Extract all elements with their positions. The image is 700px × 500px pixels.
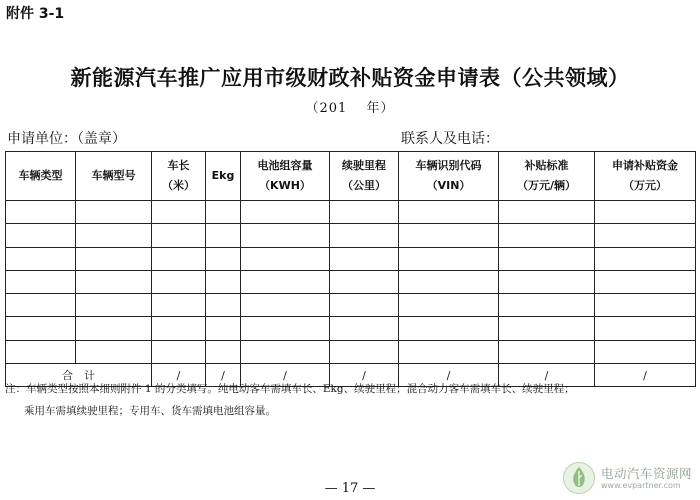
table-cell[interactable] (499, 270, 595, 293)
table-cell[interactable] (6, 340, 76, 363)
table-cell[interactable] (399, 270, 499, 293)
table-cell[interactable] (241, 340, 330, 363)
table-cell[interactable] (399, 247, 499, 270)
table-cell[interactable] (6, 247, 76, 270)
table-cell[interactable] (330, 317, 399, 340)
table-cell[interactable] (241, 270, 330, 293)
table-cell[interactable] (595, 317, 696, 340)
table-cell[interactable] (76, 247, 152, 270)
total-slash-cell: / (330, 364, 399, 387)
table-cell[interactable] (399, 201, 499, 224)
table-cell[interactable] (595, 247, 696, 270)
total-slash-cell: / (241, 364, 330, 387)
attachment-label: 附件 3-1 (6, 6, 65, 22)
table-cell[interactable] (152, 224, 206, 247)
table-row (6, 247, 696, 270)
table-cell[interactable] (152, 340, 206, 363)
table-cell[interactable] (499, 201, 595, 224)
footnote (5, 378, 697, 422)
header-subsidy-standard: 补贴标准 （万元/辆） (499, 152, 595, 201)
table-cell[interactable] (206, 317, 241, 340)
total-slash-cell: / (499, 364, 595, 387)
table-cell[interactable] (152, 201, 206, 224)
table-cell[interactable] (206, 224, 241, 247)
table-cell[interactable] (499, 224, 595, 247)
header-vehicle-model: 车辆型号 (76, 152, 152, 201)
table-cell[interactable] (330, 340, 399, 363)
table-cell[interactable] (399, 224, 499, 247)
table-cell[interactable] (499, 317, 595, 340)
leaf-drop-logo-icon (562, 461, 596, 495)
header-ekg: Ekg (206, 152, 241, 201)
watermark (562, 459, 698, 497)
table-cell[interactable] (499, 294, 595, 317)
table-cell[interactable] (206, 340, 241, 363)
table-cell[interactable] (152, 317, 206, 340)
table-cell[interactable] (241, 201, 330, 224)
table-cell[interactable] (399, 294, 499, 317)
header-vin: 车辆识别代码 （VIN） (399, 152, 499, 201)
table-cell[interactable] (6, 224, 76, 247)
header-battery-capacity: 电池组容量 （KWH） (241, 152, 330, 201)
applicant-label: 申请单位：（盖章） (7, 131, 126, 147)
table-cell[interactable] (6, 317, 76, 340)
table-row (6, 224, 696, 247)
table-row (6, 317, 696, 340)
table-cell[interactable] (330, 224, 399, 247)
table-cell[interactable] (241, 224, 330, 247)
table-cell[interactable] (595, 294, 696, 317)
table-cell[interactable] (206, 294, 241, 317)
header-vehicle-length: 车长 （米） (152, 152, 206, 201)
table-cell[interactable] (330, 294, 399, 317)
header-requested-funds: 申请补贴资金 （万元） (595, 152, 696, 201)
year-line: （201 年） (305, 101, 395, 116)
table-cell[interactable] (241, 247, 330, 270)
table-cell[interactable] (152, 270, 206, 293)
page-number: — 17 — (324, 481, 376, 496)
table-cell[interactable] (76, 201, 152, 224)
table-row (6, 340, 696, 363)
table-cell[interactable] (206, 201, 241, 224)
table-cell[interactable] (76, 224, 152, 247)
table-cell[interactable] (6, 201, 76, 224)
table-cell[interactable] (206, 270, 241, 293)
table-row (6, 294, 696, 317)
form-title: 新能源汽车推广应用市级财政补贴资金申请表（公共领域） (70, 66, 630, 90)
table-cell[interactable] (595, 270, 696, 293)
header-driving-range: 续驶里程 （公里） (330, 152, 399, 201)
table-cell[interactable] (76, 317, 152, 340)
total-slash-cell: / (399, 364, 499, 387)
table-cell[interactable] (241, 317, 330, 340)
header-vehicle-type: 车辆类型 (6, 152, 76, 201)
total-slash-cell: / (152, 364, 206, 387)
table-cell[interactable] (595, 201, 696, 224)
total-slash-cell: / (206, 364, 241, 387)
table-cell[interactable] (76, 294, 152, 317)
footnote-line: 注：车辆类型按照本细则附件 1 的分类填写。纯电动客车需填车长、Ekg、续驶里程；混合动力客车需填车长、续驶里程； (5, 383, 575, 395)
table-cell[interactable] (76, 270, 152, 293)
table-cell[interactable] (330, 247, 399, 270)
watermark-name: 电动汽车资源网 (601, 466, 693, 481)
table-cell[interactable] (330, 270, 399, 293)
table-cell[interactable] (399, 340, 499, 363)
table-cell[interactable] (595, 340, 696, 363)
watermark-url: www.evpartner.com (601, 481, 681, 490)
table-cell[interactable] (241, 294, 330, 317)
footnote-line: 乘用车需填续驶里程；专用车、货车需填电池组容量。 (24, 405, 276, 417)
table-header-row (6, 152, 696, 201)
table-cell[interactable] (76, 340, 152, 363)
table-cell[interactable] (499, 340, 595, 363)
subsidy-application-table (5, 151, 696, 387)
table-row (6, 201, 696, 224)
table-cell[interactable] (499, 247, 595, 270)
table-cell[interactable] (6, 294, 76, 317)
table-cell[interactable] (206, 247, 241, 270)
table-cell[interactable] (152, 294, 206, 317)
total-requested-funds-cell[interactable]: / (595, 364, 696, 387)
total-label: 合 计 (6, 364, 152, 387)
table-row (6, 270, 696, 293)
table-cell[interactable] (595, 224, 696, 247)
table-cell[interactable] (330, 201, 399, 224)
contact-label: 联系人及电话： (401, 131, 499, 147)
table-cell[interactable] (152, 247, 206, 270)
table-cell[interactable] (399, 317, 499, 340)
table-cell[interactable] (6, 270, 76, 293)
